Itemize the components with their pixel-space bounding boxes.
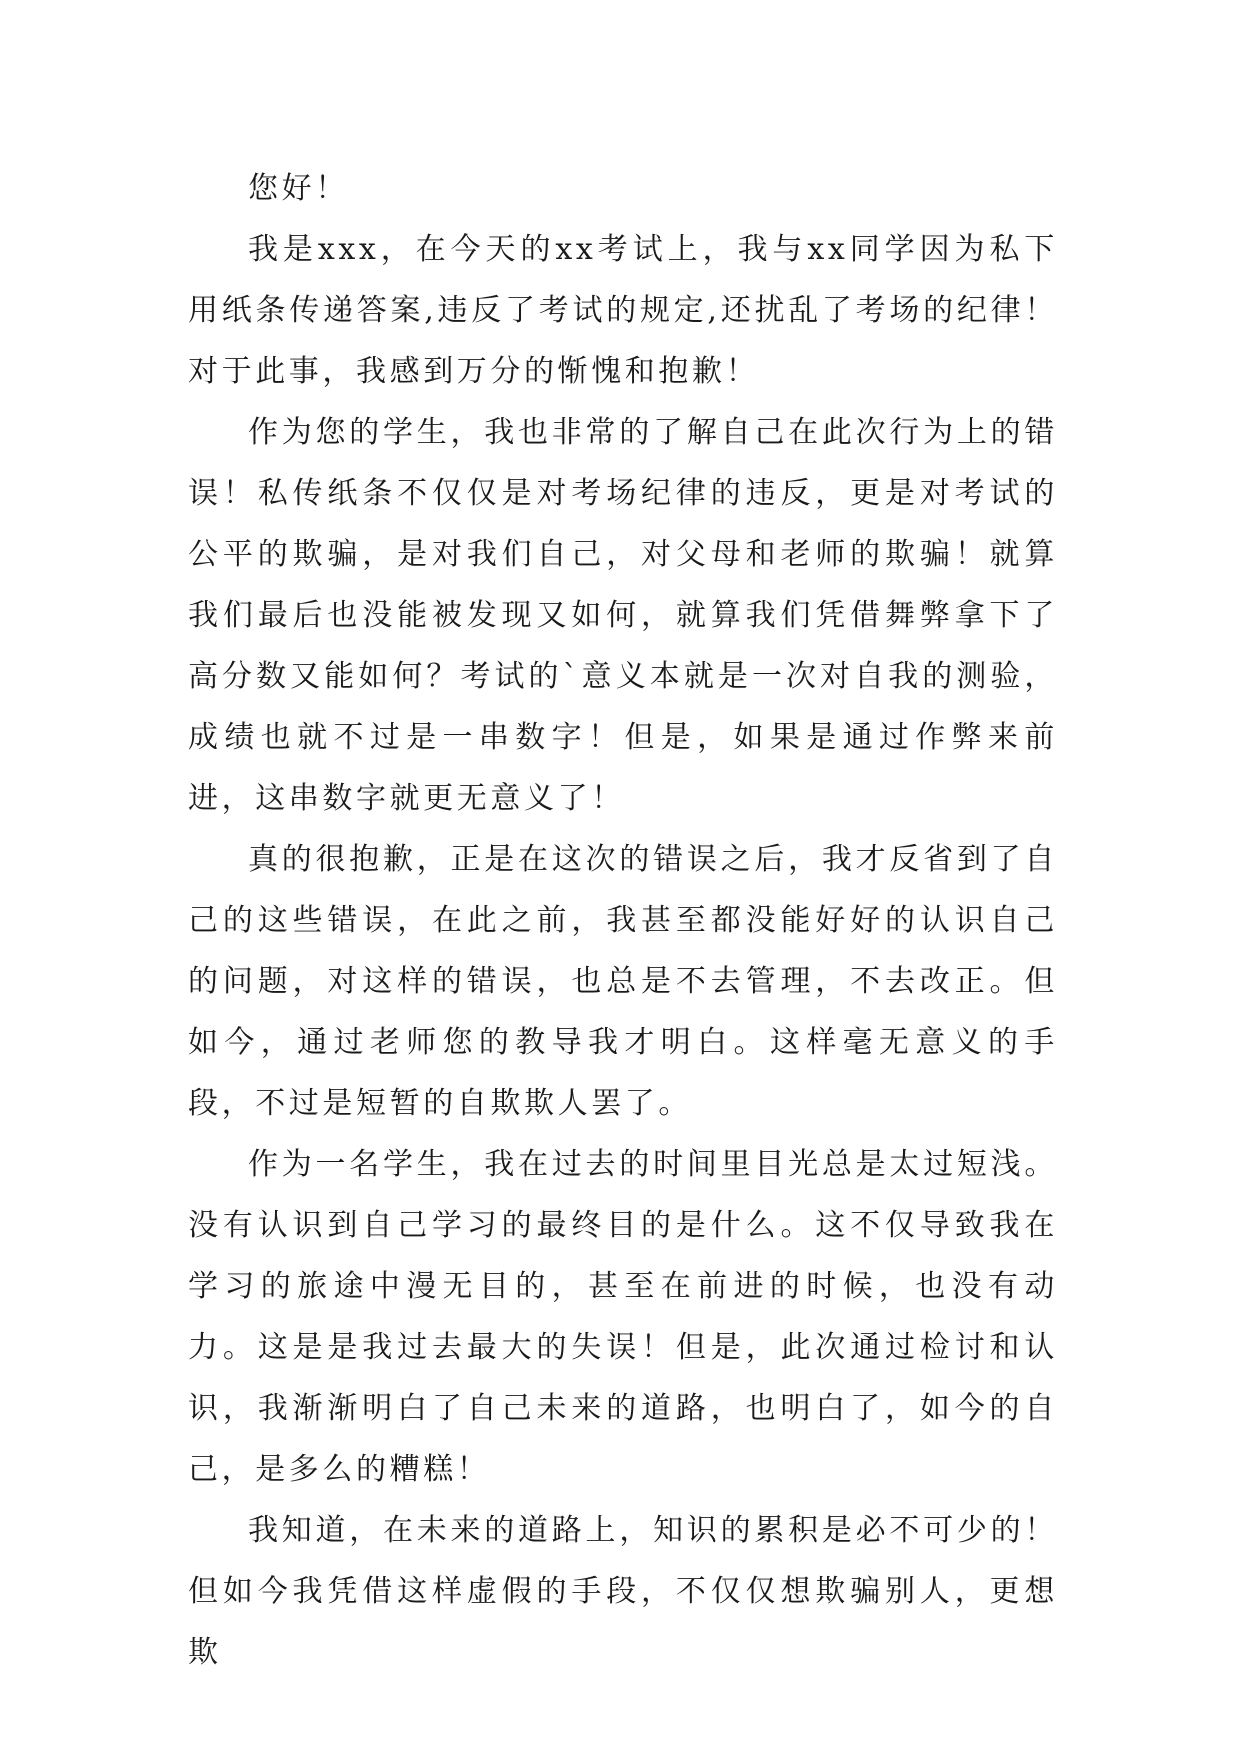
- paragraph-apology: 真的很抱歉，正是在这次的错误之后，我才反省到了自己的这些错误，在此之前，我甚至都没能好好的认识自己的问题，对这样的错误，也总是不去管理，不去改正。但如今，通过老师您的教导我才明白。这样毫无意义的手段，不过是短暂的自欺欺人罢了。: [188, 842, 1058, 1121]
- paragraph-reflection: 作为一名学生，我在过去的时间里目光总是太过短浅。没有认识到自己学习的最终目的是什么。这不仅导致我在学习的旅途中漫无目的，甚至在前进的时候，也没有动力。这是是我过去最大的失误！但是，此次通过检讨和认识，我渐渐明白了自己未来的道路，也明白了，如今的自己，是多么的糟糕！: [188, 1147, 1058, 1487]
- paragraph-future: 我知道，在未来的道路上，知识的累积是必不可少的！但如今我凭借这样虚假的手段，不仅仅想欺骗别人，更想欺: [188, 1513, 1058, 1670]
- document-body: [188, 158, 1058, 1683]
- paragraph-greeting: 您好！: [248, 171, 349, 206]
- paragraph-understanding: 作为您的学生，我也非常的了解自己在此次行为上的错误！私传纸条不仅仅是对考场纪律的违反，更是对考试的公平的欺骗，是对我们自己，对父母和老师的欺骗！就算我们最后也没能被发现又如何，就算我们凭借舞弊拿下了高分数又能如何？考试的`意义本就是一次对自我的测验，成绩也就不过是一串数字！但是，如果是通过作弊来前进，这串数字就更无意义了！: [188, 415, 1058, 816]
- paragraph-confession: 我是xxx，在今天的xx考试上，我与xx同学因为私下用纸条传递答案,违反了考试的规定,还扰乱了考场的纪律！对于此事，我感到万分的惭愧和抱歉！: [188, 232, 1058, 389]
